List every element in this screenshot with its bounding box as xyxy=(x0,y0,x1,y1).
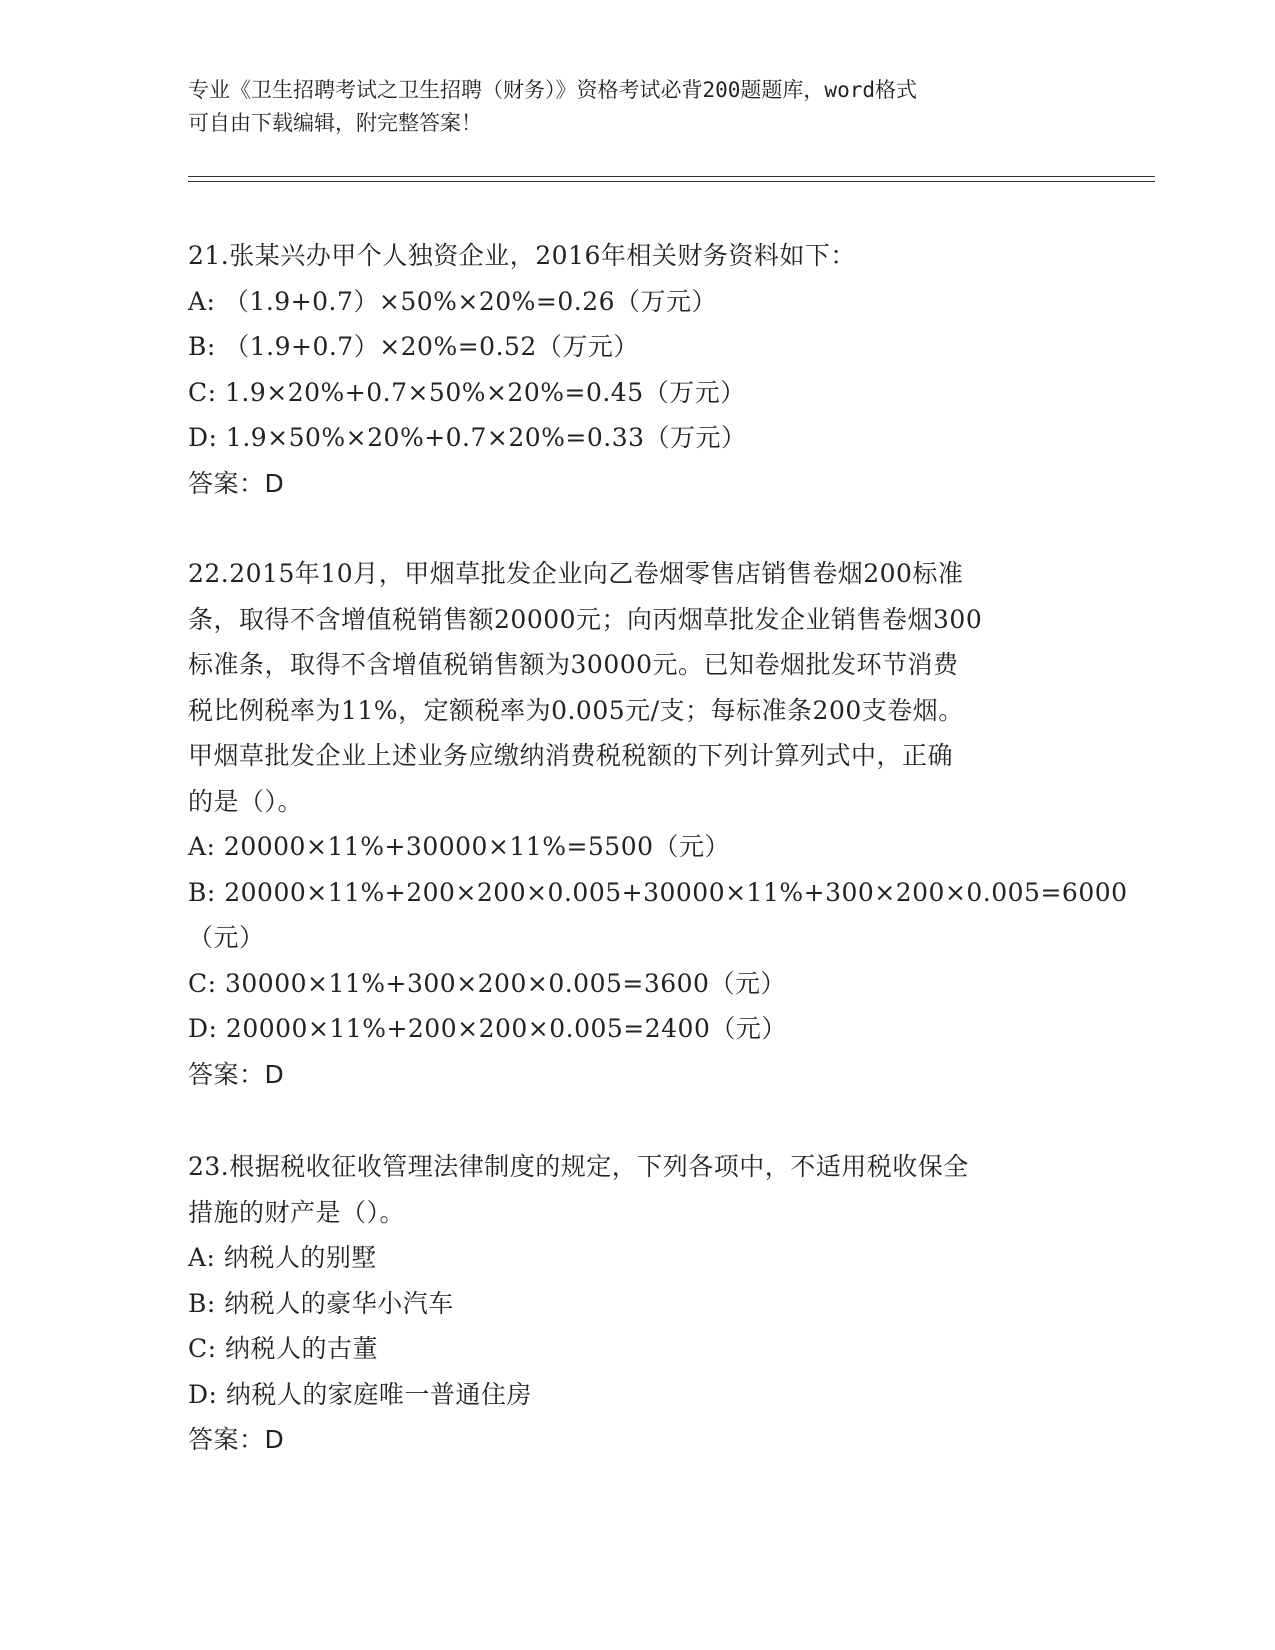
question-text: 标准条，取得不含增值税销售额为30000元。已知卷烟批发环节消费 xyxy=(188,650,959,679)
option-d: D: 1.9×50%×20%+0.7×20%=0.33（万元） xyxy=(188,423,747,452)
question-text: 21.张某兴办甲个人独资企业，2016年相关财务资料如下： xyxy=(188,241,856,270)
option-c: C: 30000×11%+300×200×0.005=3600（元） xyxy=(188,968,786,998)
option-b: B: 20000×11%+200×200×0.005+30000×11%+300×200×0.005=6000 xyxy=(188,877,1128,907)
header-line: 可自由下载编辑，附完整答案！ xyxy=(188,111,482,135)
question-21 xyxy=(188,233,1088,506)
header-line: 专业《卫生招聘考试之卫生招聘（财务）》资格考试必背200题题库，word格式 xyxy=(188,78,917,102)
question-text: 的是（）。 xyxy=(188,786,304,816)
document-header xyxy=(188,74,1088,140)
option-b-continued: （元） xyxy=(188,923,265,952)
option-b: B: （1.9+0.7）×20%=0.52（万元） xyxy=(188,332,639,361)
header-divider xyxy=(188,181,1155,182)
option-b: B: 纳税人的豪华小汽车 xyxy=(188,1288,454,1318)
question-text: 措施的财产是（）。 xyxy=(188,1197,406,1227)
question-22 xyxy=(188,551,1128,1097)
option-c: C: 1.9×20%+0.7×50%×20%=0.45（万元） xyxy=(188,377,746,407)
question-text: 23.根据税收征收管理法律制度的规定，下列各项中，不适用税收保全 xyxy=(188,1152,969,1181)
option-a: A: 纳税人的别墅 xyxy=(188,1243,377,1272)
question-text: 甲烟草批发企业上述业务应缴纳消费税税额的下列计算列式中，正确 xyxy=(188,741,954,770)
question-text: 条，取得不含增值税销售额20000元；向丙烟草批发企业销售卷烟300 xyxy=(188,604,983,634)
answer: 答案：D xyxy=(188,1059,285,1089)
option-a: A: 20000×11%+30000×11%=5500（元） xyxy=(188,832,731,861)
question-23 xyxy=(188,1144,1088,1463)
answer: 答案：D xyxy=(188,1425,285,1454)
option-c: C: 纳税人的古董 xyxy=(188,1334,378,1363)
option-a: A: （1.9+0.7）×50%×20%=0.26（万元） xyxy=(188,286,718,316)
option-d: D: 纳税人的家庭唯一普通住房 xyxy=(188,1379,532,1409)
option-d: D: 20000×11%+200×200×0.005=2400（元） xyxy=(188,1014,787,1043)
answer: 答案：D xyxy=(188,468,285,498)
header-divider xyxy=(188,176,1155,177)
question-text: 22.2015年10月，甲烟草批发企业向乙卷烟零售店销售卷烟200标准 xyxy=(188,559,964,588)
question-text: 税比例税率为11%，定额税率为0.005元/支；每标准条200支卷烟。 xyxy=(188,695,964,725)
